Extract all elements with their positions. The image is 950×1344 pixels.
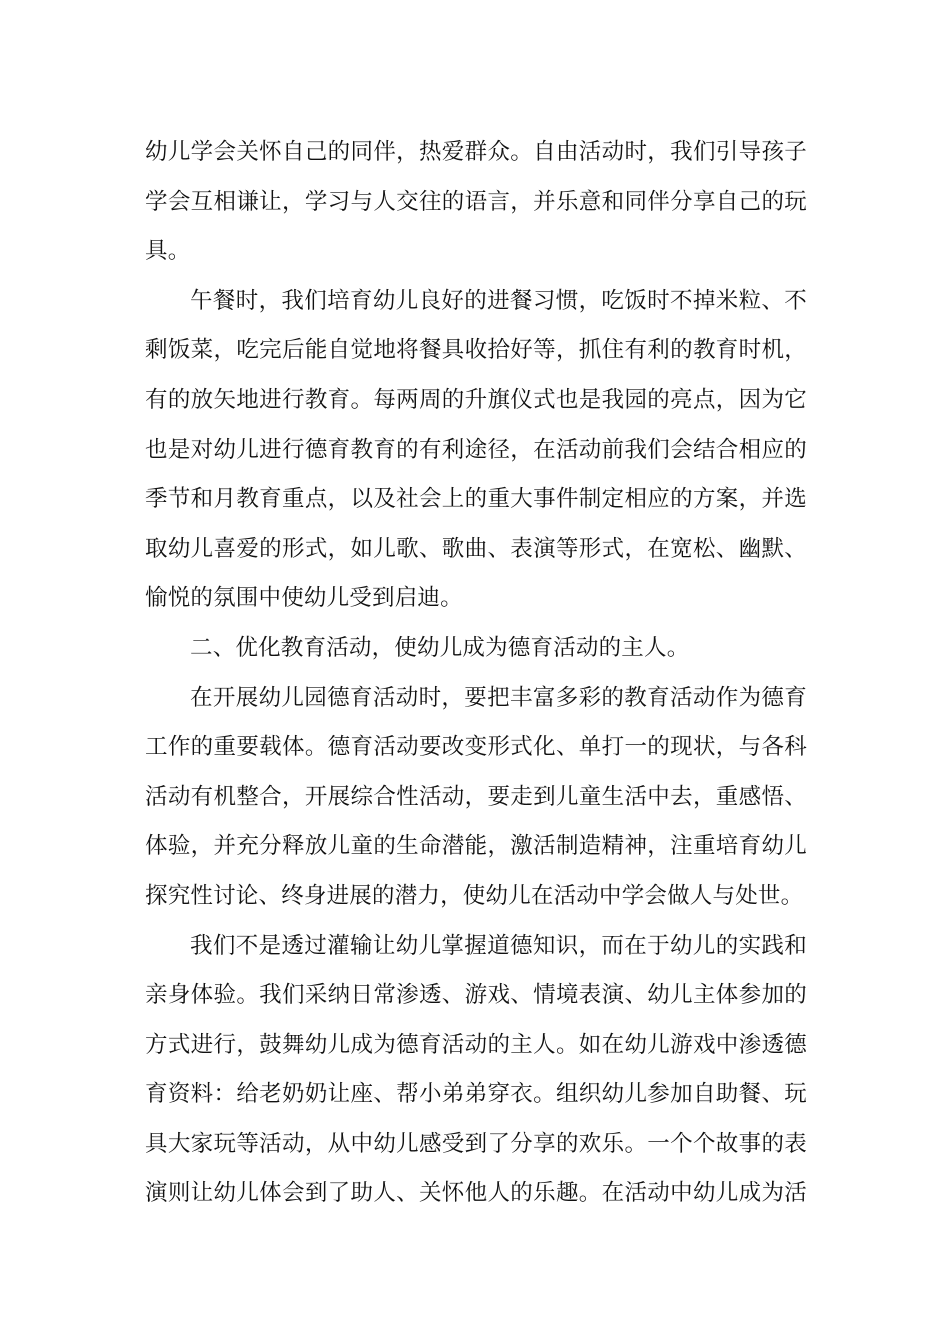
text-line: 有的放矢地进行教育。每两周的升旗仪式也是我园的亮点，因为它: [145, 386, 807, 413]
text-line: 学会互相谦让，学习与人交往的语言，并乐意和同伴分享自己的玩: [145, 188, 807, 215]
text-line: 剩饭菜，吃完后能自觉地将餐具收拾好等，抓住有利的教育时机，: [145, 337, 807, 364]
text-line: 方式进行，鼓舞幼儿成为德育活动的主人。如在幼儿游戏中渗透德: [145, 1031, 807, 1058]
text-line: 育资料：给老奶奶让座、帮小弟弟穿衣。组织幼儿参加自助餐、玩: [145, 1081, 807, 1108]
text-line: 取幼儿喜爱的形式，如儿歌、歌曲、表演等形式，在宽松、幽默、: [145, 535, 807, 562]
paragraph-first-line: 午餐时，我们培育幼儿良好的进餐习惯，吃饭时不掉米粒、不: [190, 287, 807, 314]
text-line: 幼儿学会关怀自己的同伴，热爱群众。自由活动时，我们引导孩子: [145, 139, 807, 165]
text-line: 体验，并充分释放儿童的生命潜能，激活制造精神，注重培育幼儿: [145, 833, 807, 860]
paragraph-first-line: 我们不是透过灌输让幼儿掌握道德知识，而在于幼儿的实践和: [190, 932, 807, 959]
text-line: 具大家玩等活动，从中幼儿感受到了分享的欢乐。一个个故事的表: [145, 1130, 807, 1157]
text-line: 探究性讨论、终身进展的潜力，使幼儿在活动中学会做人与处世。: [145, 882, 804, 909]
text-line: 工作的重要载体。德育活动要改变形式化、单打一的现状，与各科: [145, 734, 807, 761]
text-line: 演则让幼儿体会到了助人、关怀他人的乐趣。在活动中幼儿成为活: [145, 1180, 807, 1207]
text-line: 也是对幼儿进行德育教育的有利途径，在活动前我们会结合相应的: [145, 436, 807, 463]
paragraph-first-line: 在开展幼儿园德育活动时，要把丰富多彩的教育活动作为德育: [190, 684, 807, 711]
text-line: 季节和月教育重点，以及社会上的重大事件制定相应的方案，并选: [145, 486, 807, 513]
text-line: 愉悦的氛围中使幼儿受到启迪。: [145, 585, 463, 612]
text-line: 具。: [145, 238, 191, 265]
text-line: 亲身体验。我们采纳日常渗透、游戏、情境表演、幼儿主体参加的: [145, 982, 807, 1009]
text-line: 活动有机整合，开展综合性活动，要走到儿童生活中去，重感悟、: [145, 783, 807, 810]
body-text: [145, 128, 807, 1219]
section-heading: 二、优化教育活动，使幼儿成为德育活动的主人。: [190, 634, 690, 661]
